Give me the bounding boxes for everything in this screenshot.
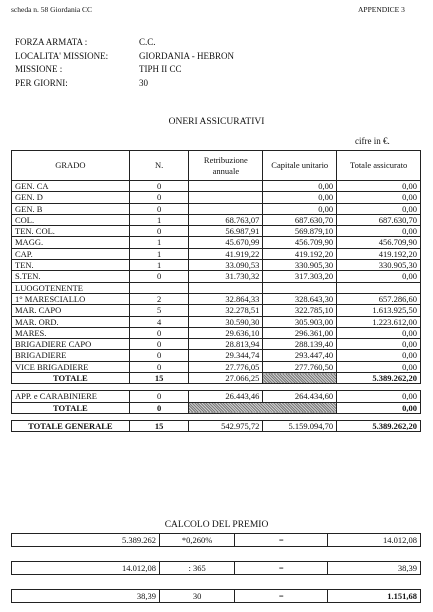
calc-row-3 — [11, 589, 421, 603]
grade-label: GEN. CA — [12, 181, 130, 192]
grade-label: MAR. CAPO — [12, 305, 130, 316]
grade-label: VICE BRIGADIERE — [12, 361, 130, 372]
grade-retribuzione: 31.730,32 — [189, 271, 263, 282]
grade-retribuzione — [189, 203, 263, 214]
grade-totale: 0,00 — [337, 271, 421, 282]
col-header-capitale: Capitale unitario — [263, 151, 337, 181]
grade-totale: 0,00 — [337, 327, 421, 338]
table-row — [12, 316, 421, 327]
grade-label: 1° MARESCIALLO — [12, 293, 130, 304]
grade-capitale: 277.760,50 — [263, 361, 337, 372]
carabiniere-capitale: 264.434,60 — [263, 391, 337, 402]
currency-note: cifre in €. — [355, 136, 390, 146]
grade-label: COL. — [12, 214, 130, 225]
grade-totale: 419.192,20 — [337, 248, 421, 259]
totale2-n: 0 — [129, 402, 189, 413]
grade-n: 1 — [129, 237, 189, 248]
table-row — [12, 237, 421, 248]
grade-retribuzione: 33.090,53 — [189, 260, 263, 271]
shaded-cell — [263, 373, 337, 384]
mission-info — [15, 36, 234, 90]
carabiniere-totale: 0,00 — [337, 391, 421, 402]
calc-operator: 30 — [160, 590, 235, 603]
table-row — [12, 226, 421, 237]
col-header-n: N. — [129, 151, 189, 181]
info-row — [15, 50, 234, 64]
table-row — [12, 350, 421, 361]
grade-retribuzione: 30.590,30 — [189, 316, 263, 327]
table-row — [12, 282, 421, 293]
grade-capitale: 317.303,20 — [263, 271, 337, 282]
info-label: MISSIONE : — [15, 64, 63, 74]
grade-totale: 0,00 — [337, 203, 421, 214]
grade-retribuzione — [189, 192, 263, 203]
grade-n — [129, 282, 189, 293]
grade-capitale: 419.192,20 — [263, 248, 337, 259]
grade-capitale: 296.361,00 — [263, 327, 337, 338]
calc-result: 14.012,08 — [328, 534, 421, 547]
grade-capitale: 328.643,30 — [263, 293, 337, 304]
grade-n: 1 — [129, 260, 189, 271]
calc-row-1 — [11, 533, 421, 547]
grade-capitale: 305.903,00 — [263, 316, 337, 327]
grade-totale: 0,00 — [337, 361, 421, 372]
grade-totale — [337, 282, 421, 293]
grade-totale: 0,00 — [337, 226, 421, 237]
totale-generale-row — [12, 420, 421, 431]
calc-equals: = — [235, 534, 328, 547]
grade-label: BRIGADIERE — [12, 350, 130, 361]
grade-totale: 0,00 — [337, 192, 421, 203]
info-row — [15, 36, 234, 50]
table-row — [12, 361, 421, 372]
generale-retribuzione: 542.975,72 — [189, 420, 263, 431]
grade-retribuzione: 29.636,10 — [189, 327, 263, 338]
carabiniere-n: 0 — [129, 391, 189, 402]
table-row — [12, 260, 421, 271]
calc-result: 38,39 — [328, 562, 421, 575]
grade-label: GEN. B — [12, 203, 130, 214]
insurance-table — [11, 150, 421, 432]
grade-n: 0 — [129, 181, 189, 192]
grade-totale: 687.630,70 — [337, 214, 421, 225]
table-row — [12, 305, 421, 316]
table-row — [12, 248, 421, 259]
grade-capitale: 293.447,40 — [263, 350, 337, 361]
grade-retribuzione: 41.919,22 — [189, 248, 263, 259]
calc-operator: : 365 — [160, 562, 235, 575]
totale-label: TOTALE — [12, 373, 130, 384]
col-header-retribuzione: Retribuzione annuale — [189, 151, 263, 181]
grade-n: 5 — [129, 305, 189, 316]
grade-capitale: 0,00 — [263, 192, 337, 203]
calc-title: CALCOLO DEL PREMIO — [164, 520, 269, 530]
totale-assicurato: 5.389.262,20 — [337, 373, 421, 384]
grade-retribuzione: 32.864,33 — [189, 293, 263, 304]
grade-totale: 657.286,60 — [337, 293, 421, 304]
table-header-row — [12, 151, 421, 181]
grade-retribuzione: 29.344,74 — [189, 350, 263, 361]
table-row — [12, 203, 421, 214]
calc-final-result: 1.151,68 — [328, 590, 421, 603]
info-value: GIORDANIA - HEBRON — [139, 50, 234, 61]
info-label: PER GIORNI: — [15, 77, 68, 88]
grade-n: 2 — [129, 293, 189, 304]
calc-operand: 14.012,08 — [12, 562, 160, 575]
grade-label: MAR. ORD. — [12, 316, 130, 327]
table-row — [12, 181, 421, 192]
grade-totale: 0,00 — [337, 350, 421, 361]
info-row — [15, 77, 234, 91]
grade-n: 0 — [129, 327, 189, 338]
info-label: FORZA ARMATA : — [15, 37, 88, 47]
grade-n: 0 — [129, 339, 189, 350]
grade-totale: 1.613.925,50 — [337, 305, 421, 316]
grade-retribuzione: 27.776,05 — [189, 361, 263, 372]
grade-retribuzione — [189, 282, 263, 293]
carabiniere-retribuzione: 26.443,46 — [189, 391, 263, 402]
grade-n: 1 — [129, 214, 189, 225]
grade-totale: 1.223.612,00 — [337, 316, 421, 327]
grade-n: 1 — [129, 248, 189, 259]
grade-retribuzione: 45.670,99 — [189, 237, 263, 248]
grade-capitale: 687.630,70 — [263, 214, 337, 225]
calc-operator: *0,260% — [160, 534, 235, 547]
spacer-row — [12, 384, 421, 391]
grade-label: TEN. COL. — [12, 226, 130, 237]
grade-retribuzione: 68.763,07 — [189, 214, 263, 225]
calc-equals: = — [235, 562, 328, 575]
table-row — [12, 214, 421, 225]
totale2-label: TOTALE — [12, 402, 130, 413]
calc-equals: = — [235, 590, 328, 603]
grade-label: S.TEN. — [12, 271, 130, 282]
col-header-grado: GRADO — [12, 151, 130, 181]
carabiniere-label: APP. e CARABINIERE — [12, 391, 130, 402]
grade-n: 0 — [129, 271, 189, 282]
section-title: ONERI ASSICURATIVI — [168, 117, 265, 127]
header-scheda: scheda n. 58 Giordania CC — [11, 5, 93, 14]
grade-retribuzione: 32.278,51 — [189, 305, 263, 316]
grade-capitale: 0,00 — [263, 203, 337, 214]
grade-totale: 456.709,90 — [337, 237, 421, 248]
grade-n: 4 — [129, 316, 189, 327]
shaded-cell — [189, 402, 337, 413]
totale2-row — [12, 402, 421, 413]
grade-capitale — [263, 282, 337, 293]
grade-capitale: 456.709,90 — [263, 237, 337, 248]
generale-label: TOTALE GENERALE — [12, 420, 130, 431]
table-row — [12, 192, 421, 203]
calc-operand: 38,39 — [12, 590, 160, 603]
grade-n: 0 — [129, 203, 189, 214]
totale-n: 15 — [129, 373, 189, 384]
carabiniere-row — [12, 391, 421, 402]
info-value: C.C. — [139, 37, 156, 47]
grade-label: MARES. — [12, 327, 130, 338]
grade-label: BRIGADIERE CAPO — [12, 339, 130, 350]
grade-retribuzione: 56.987,91 — [189, 226, 263, 237]
header-appendice: APPENDICE 3 — [358, 5, 405, 14]
grade-totale: 330.905,30 — [337, 260, 421, 271]
totale2-totale: 0,00 — [337, 402, 421, 413]
grade-label: GEN. D — [12, 192, 130, 203]
grade-capitale: 0,00 — [263, 181, 337, 192]
totale-retribuzione: 27.066,25 — [189, 373, 263, 384]
grade-capitale: 288.139,40 — [263, 339, 337, 350]
grade-n: 0 — [129, 361, 189, 372]
table-row — [12, 293, 421, 304]
grade-capitale: 569.879,10 — [263, 226, 337, 237]
spacer-row — [12, 413, 421, 420]
generale-n: 15 — [129, 420, 189, 431]
calc-row-2 — [11, 561, 421, 575]
grade-totale: 0,00 — [337, 339, 421, 350]
grade-label: MAGG. — [12, 237, 130, 248]
grade-label: CAP. — [12, 248, 130, 259]
grade-n: 0 — [129, 192, 189, 203]
grade-n: 0 — [129, 226, 189, 237]
table-row — [12, 271, 421, 282]
info-value: 30 — [139, 77, 148, 88]
grade-label: TEN. — [12, 260, 130, 271]
col-header-totale: Totale assicurato — [337, 151, 421, 181]
grade-capitale: 330.905,30 — [263, 260, 337, 271]
grade-retribuzione — [189, 181, 263, 192]
grade-capitale: 322.785,10 — [263, 305, 337, 316]
info-value: TIPH II CC — [139, 64, 182, 74]
info-label: LOCALITA' MISSIONE: — [15, 50, 109, 61]
totale-row — [12, 373, 421, 384]
grade-totale: 0,00 — [337, 181, 421, 192]
generale-totale: 5.389.262,20 — [337, 420, 421, 431]
grade-n: 0 — [129, 350, 189, 361]
generale-capitale: 5.159.094,70 — [263, 420, 337, 431]
calc-operand: 5.389.262 — [12, 534, 160, 547]
table-row — [12, 339, 421, 350]
grade-label: LUOGOTENENTE — [12, 282, 130, 293]
info-row — [15, 63, 234, 77]
grade-retribuzione: 28.813,94 — [189, 339, 263, 350]
table-row — [12, 327, 421, 338]
